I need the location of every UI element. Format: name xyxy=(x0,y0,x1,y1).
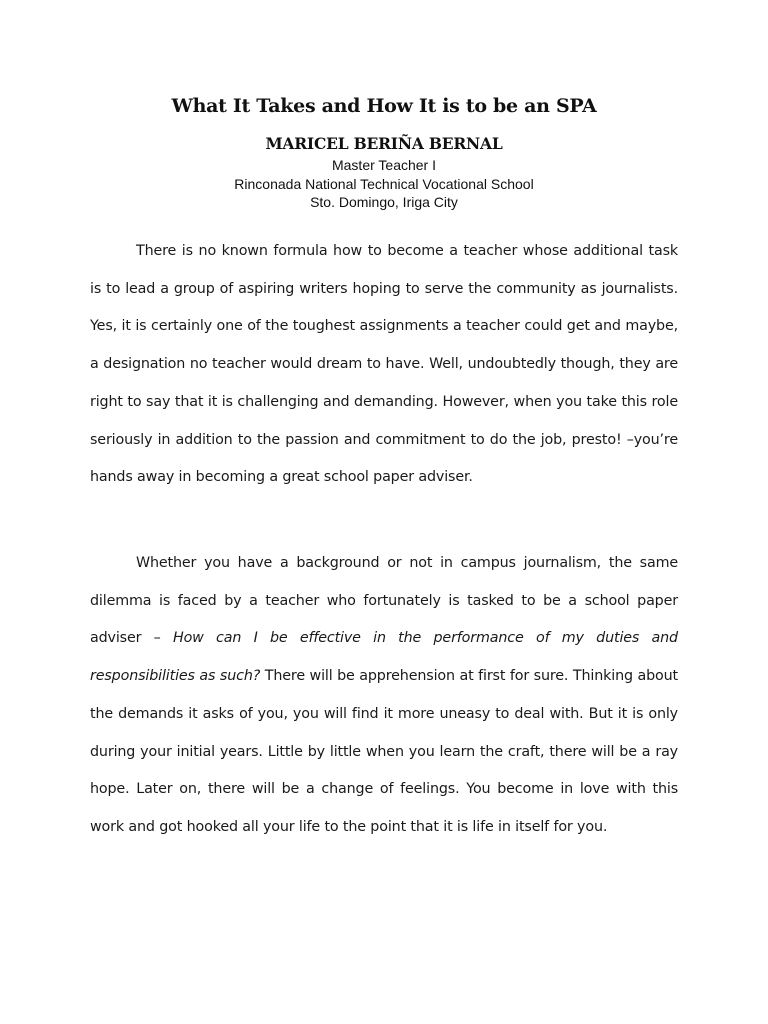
paragraph-1 xyxy=(90,233,678,497)
author-name: MARICEL BERIÑA BERNAL xyxy=(265,134,503,153)
paragraph-2-rest: There will be apprehension at first for sure. Thinking about the demands it asks of you, you will find it more uneasy to deal with. But it is only during your initial years. Little by little when you learn the craft, there will be a ray hope. Later on, there will be a change of feelings. You become in love with this work and got hooked all your life to the point that it is life in itself for you. xyxy=(90,668,678,835)
article-title: What It Takes and How It is to be an SPA xyxy=(171,95,597,117)
paragraph-1-text: There is no known formula how to become a teacher whose additional task is to lead a group of aspiring writers hoping to serve the community as journalists. Yes, it is certainly one of the toughest assignments a teacher could get and maybe, a designation no teacher would dream to have. Well, undoubtedly though, they are right to say that it is challenging and demanding. However, when you take this role seriously in addition to the passion and commitment to do the job, presto! –you’re hands away in becoming a great school paper adviser. xyxy=(90,243,678,486)
author-position: Master Teacher I xyxy=(331,157,436,173)
paragraph-2 xyxy=(90,545,678,847)
paragraph-2-question: How can I be effective in the performance of my duties and responsibilities as such? xyxy=(90,630,678,685)
author-school: Rinconada National Technical Vocational School xyxy=(234,176,534,192)
paragraph-2-intro: Whether you have a background or not in campus journalism, the same dilemma is faced by a teacher who fortunately is tasked to be a school paper adviser – xyxy=(90,555,678,647)
author-location: Sto. Domingo, Iriga City xyxy=(310,194,458,210)
